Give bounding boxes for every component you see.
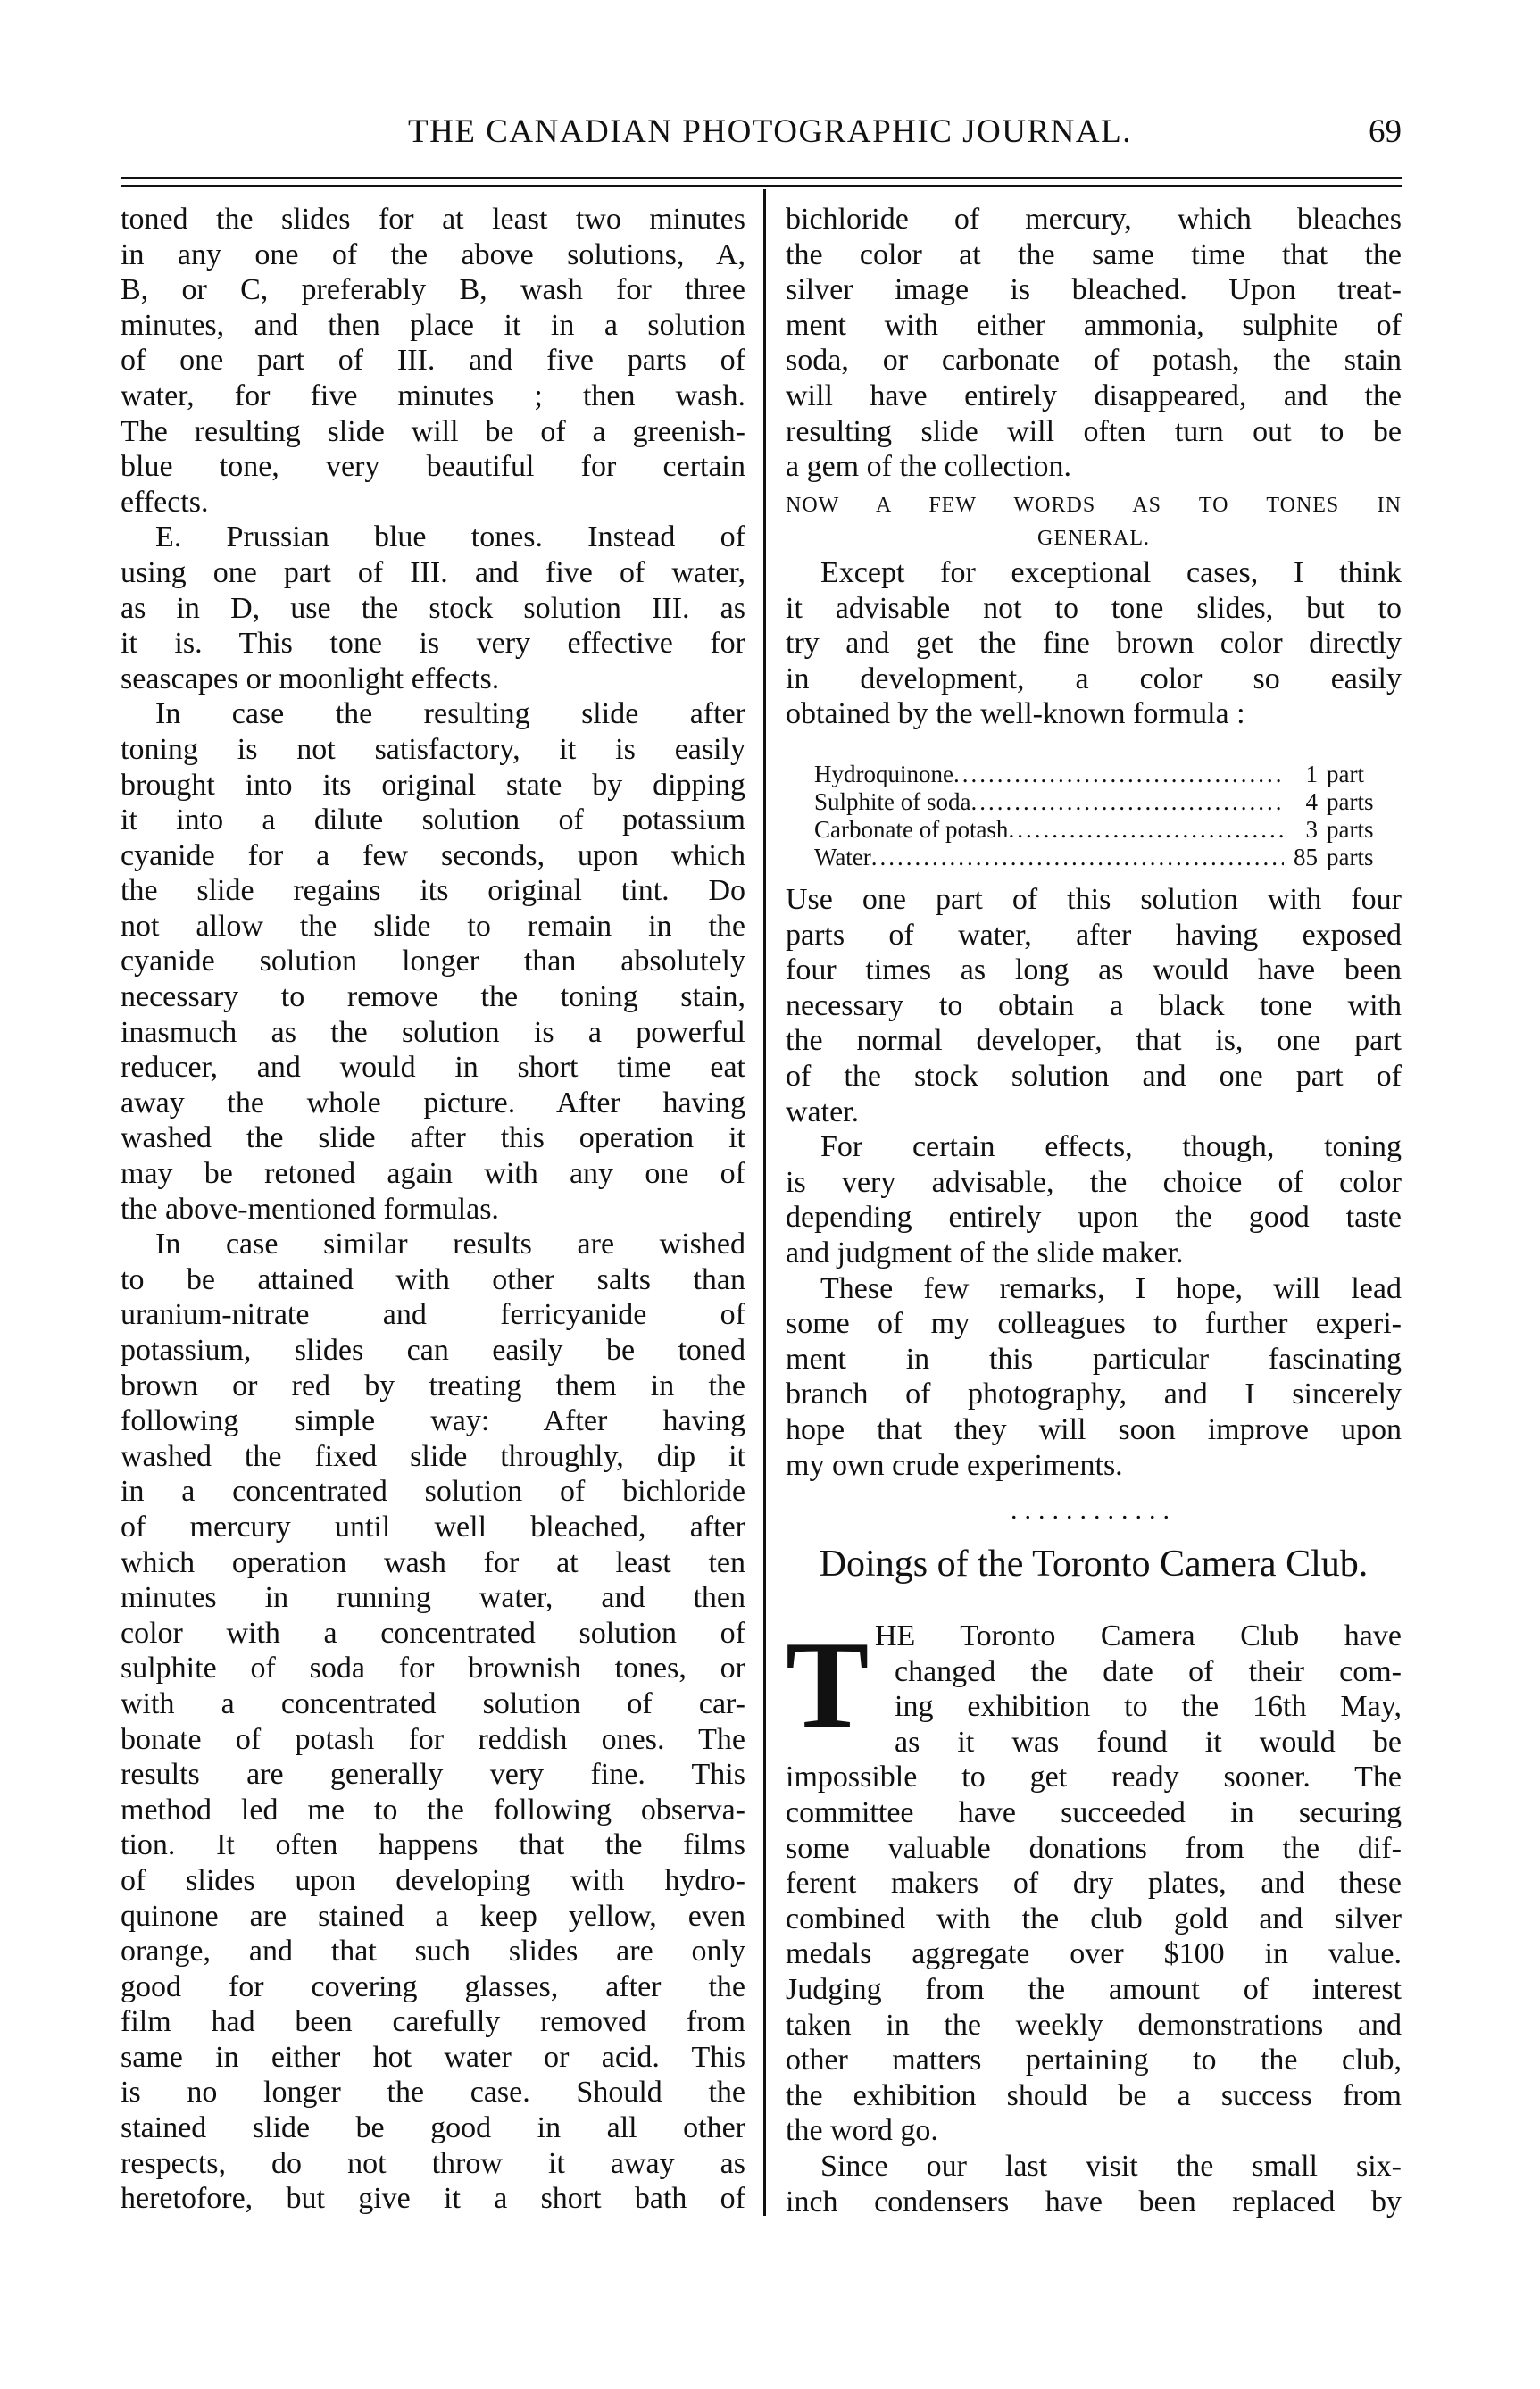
text-line: will have entirely disappeared, and the: [786, 379, 1402, 412]
text-line: brown or red by treating them in the: [121, 1369, 745, 1403]
text-line: bonate of potash for reddish ones. The: [121, 1722, 745, 1756]
text-line: medals aggregate over $100 in value.: [786, 1937, 1402, 1971]
article-title: Doings of the Toronto Camera Club.: [819, 1544, 1369, 1585]
text-line: reducer, and would in short time eat: [121, 1051, 745, 1085]
section-subheading: [786, 489, 1402, 555]
text-line: results are generally very fine. This: [121, 1758, 745, 1792]
formula-row: [786, 844, 1402, 871]
text-line: branch of photography, and I sincerely: [786, 1378, 1402, 1411]
dot-leader: [871, 844, 1284, 871]
text-line: combined with the club gold and silver: [786, 1902, 1402, 1935]
text-line: effects.: [121, 485, 209, 519]
tones-body: [786, 882, 1402, 1483]
text-line: bichloride of mercury, which bleaches: [786, 203, 1402, 236]
text-line: it into a dilute solution of potassium: [121, 803, 745, 837]
text-line: the color at the same time that the: [786, 237, 1402, 271]
text-line: with a concentrated solution of car-: [121, 1686, 745, 1720]
formula-row: [786, 761, 1402, 788]
text-line: brought into its original state by dipping: [121, 768, 745, 802]
text-line: The resulting slide will be of a greenish-: [121, 414, 745, 448]
text-line: respects, do not throw it away as: [121, 2146, 745, 2180]
text-line: B, or C, preferably B, wash for three: [121, 273, 745, 307]
text-line: Except for exceptional cases, I think: [820, 556, 1402, 589]
ingredient-quantity: 1: [1305, 761, 1318, 787]
text-line: ferent makers of dry plates, and these: [786, 1867, 1402, 1901]
text-line: which operation wash for at least ten: [121, 1545, 745, 1579]
text-line: and judgment of the slide maker.: [786, 1236, 1184, 1269]
text-line: some of my colleagues to further experi-: [786, 1307, 1402, 1341]
club-article-body: [786, 1616, 1402, 2219]
text-line: silver image is bleached. Upon treat-: [786, 273, 1402, 307]
header-rule-bottom: [121, 185, 1402, 187]
text-line: it advisable not to tone slides, but to: [786, 591, 1402, 625]
text-line: obtained by the well-known formula :: [786, 697, 1245, 731]
text-line: may be retoned again with any one of: [121, 1157, 745, 1191]
text-line: water.: [786, 1095, 860, 1128]
text-line: away the whole picture. After having: [121, 1086, 745, 1120]
text-line: ing exhibition to the 16th May,: [895, 1690, 1402, 1724]
text-line: washed the slide after this operation it: [121, 1121, 745, 1155]
text-line: the exhibition should be a success from: [786, 2078, 1402, 2112]
ingredient-unit: parts: [1327, 788, 1374, 815]
ingredient-name: Sulphite of soda: [814, 788, 971, 815]
text-line: Use one part of this solution with four: [786, 883, 1402, 916]
text-line: color with a concentrated solution of: [121, 1616, 745, 1650]
ingredient-unit: parts: [1327, 816, 1374, 843]
text-line: Since our last visit the small six-: [820, 2149, 1402, 2183]
text-line: of one part of III. and five parts of: [121, 344, 745, 378]
text-line: following simple way: After having: [121, 1404, 745, 1438]
text-line: cyanide solution longer than absolutely: [121, 945, 745, 978]
dot-leader: [953, 761, 1284, 788]
text-line: E. Prussian blue tones. Instead of: [155, 520, 745, 554]
text-line: These few remarks, I hope, will lead: [820, 1271, 1402, 1305]
ingredient-name: Carbonate of potash: [814, 816, 1009, 843]
formula-table: [786, 761, 1402, 871]
text-line: of slides upon developing with hydro-: [121, 1863, 745, 1897]
ingredient-quantity: 85: [1294, 844, 1318, 870]
text-line: in development, a color so easily: [786, 662, 1402, 695]
text-line: film had been carefully removed from: [121, 2005, 745, 2039]
text-line: uranium-nitrate and ferricyanide of: [121, 1298, 745, 1332]
text-line: sulphite of soda for brownish tones, or: [121, 1652, 745, 1686]
text-line: water, for five minutes ; then wash.: [121, 379, 745, 412]
text-line: not allow the slide to remain in the: [121, 909, 745, 943]
ingredient-name: Hydroquinone: [814, 761, 953, 787]
text-line: quinone are stained a keep yellow, even: [121, 1899, 745, 1933]
ingredient-unit: parts: [1327, 844, 1374, 870]
text-line: it is. This tone is very effective for: [121, 627, 745, 661]
text-line: parts of water, after having exposed: [786, 918, 1402, 952]
text-line: soda, or carbonate of potash, the stain: [786, 344, 1402, 378]
text-line: of the stock solution and one part of: [786, 1059, 1402, 1093]
text-line: of mercury until well bleached, after: [121, 1510, 745, 1544]
text-line: heretofore, but give it a short bath of: [121, 2182, 745, 2216]
drop-cap: T: [786, 1616, 870, 1754]
text-line: committee have succeeded in securing: [786, 1795, 1402, 1829]
text-line: method led me to the following observa-: [121, 1793, 745, 1827]
page-number: 69: [1369, 113, 1402, 150]
dot-leader: [971, 788, 1285, 816]
text-line: resulting slide will often turn out to be: [786, 414, 1402, 448]
text-line: For certain effects, though, toning: [820, 1130, 1402, 1164]
formula-row: [786, 816, 1402, 844]
text-line: as in D, use the stock solution III. as: [121, 591, 745, 625]
text-line: stained slide be good in all other: [121, 2111, 745, 2145]
text-line: minutes in running water, and then: [121, 1581, 745, 1615]
text-line: seascapes or moonlight effects.: [121, 662, 500, 695]
text-line: taken in the weekly demonstrations and: [786, 2008, 1402, 2042]
text-line: In case the resulting slide after: [155, 697, 745, 731]
text-line: ment with either ammonia, sulphite of: [786, 308, 1402, 342]
text-line: is no longer the case. Should the: [121, 2076, 745, 2110]
text-line: good for covering glasses, after the: [121, 1969, 745, 2003]
text-line: impossible to get ready sooner. The: [786, 1761, 1402, 1794]
text-line: ment in this particular fascinating: [786, 1342, 1402, 1376]
column-divider: [763, 189, 766, 2216]
section-separator: ............: [1011, 1495, 1177, 1525]
text-line: minutes, and then place it in a solution: [121, 308, 745, 342]
text-line: the slide regains its original tint. Do: [121, 874, 745, 908]
ingredient-quantity: 3: [1305, 816, 1318, 843]
text-line: Judging from the amount of interest: [786, 1972, 1402, 2006]
ingredient-name: Water: [814, 844, 871, 870]
formula-row: [786, 788, 1402, 816]
text-line: toned the slides for at least two minutes: [121, 203, 745, 236]
text-line: depending entirely upon the good taste: [786, 1201, 1402, 1235]
dot-leader: [1008, 816, 1284, 844]
subheading-line: NOW A FEW WORDS AS TO TONES IN: [786, 494, 1402, 517]
text-line: to be attained with other salts than: [121, 1262, 745, 1296]
text-line: orange, and that such slides are only: [121, 1935, 745, 1969]
text-line: cyanide for a few seconds, upon which: [121, 838, 745, 872]
text-line: four times as long as would have been: [786, 953, 1402, 987]
text-line: my own crude experiments.: [786, 1448, 1123, 1482]
text-line: necessary to remove the toning stain,: [121, 980, 745, 1014]
text-line: as it was found it would be: [895, 1725, 1402, 1759]
text-line: blue tone, very beautiful for certain: [121, 450, 745, 484]
text-line: the normal developer, that is, one part: [786, 1024, 1402, 1058]
text-line: is very advisable, the choice of color: [786, 1165, 1402, 1199]
ingredient-quantity: 4: [1305, 788, 1318, 815]
text-line: using one part of III. and five of water,: [121, 555, 745, 589]
text-line: a gem of the collection.: [786, 450, 1072, 484]
running-title: THE CANADIAN PHOTOGRAPHIC JOURNAL.: [408, 113, 1132, 150]
tones-intro: [786, 555, 1402, 732]
text-line: In case similar results are wished: [155, 1228, 745, 1261]
text-line: toning is not satisfactory, it is easily: [121, 732, 745, 766]
ingredient-unit: part: [1327, 761, 1364, 787]
text-line: washed the fixed slide throughly, dip it: [121, 1439, 745, 1473]
text-line: the word go.: [786, 2114, 938, 2148]
text-line: tion. It often happens that the films: [121, 1828, 745, 1862]
left-column: [121, 202, 745, 2217]
text-line: in any one of the above solutions, A,: [121, 237, 745, 271]
text-line: inasmuch as the solution is a powerful: [121, 1015, 745, 1049]
text-line: changed the date of their com-: [895, 1654, 1402, 1688]
text-line: in a concentrated solution of bichloride: [121, 1475, 745, 1509]
subheading-line: GENERAL.: [1037, 527, 1150, 550]
text-line: other matters pertaining to the club,: [786, 2044, 1402, 2077]
header-rule-top: [121, 177, 1402, 179]
text-line: some valuable donations from the dif-: [786, 1831, 1402, 1865]
text-line: inch condensers have been replaced by: [786, 2185, 1402, 2218]
text-line: try and get the fine brown color directly: [786, 627, 1402, 661]
text-line: necessary to obtain a black tone with: [786, 988, 1402, 1022]
text-line: hope that they will soon improve upon: [786, 1412, 1402, 1446]
text-line: potassium, slides can easily be toned: [121, 1334, 745, 1367]
right-column-continuation: [786, 202, 1402, 485]
text-line: same in either hot water or acid. This: [121, 2040, 745, 2074]
text-line: the above-mentioned formulas.: [121, 1192, 499, 1226]
text-line: HE Toronto Camera Club have: [875, 1619, 1402, 1652]
